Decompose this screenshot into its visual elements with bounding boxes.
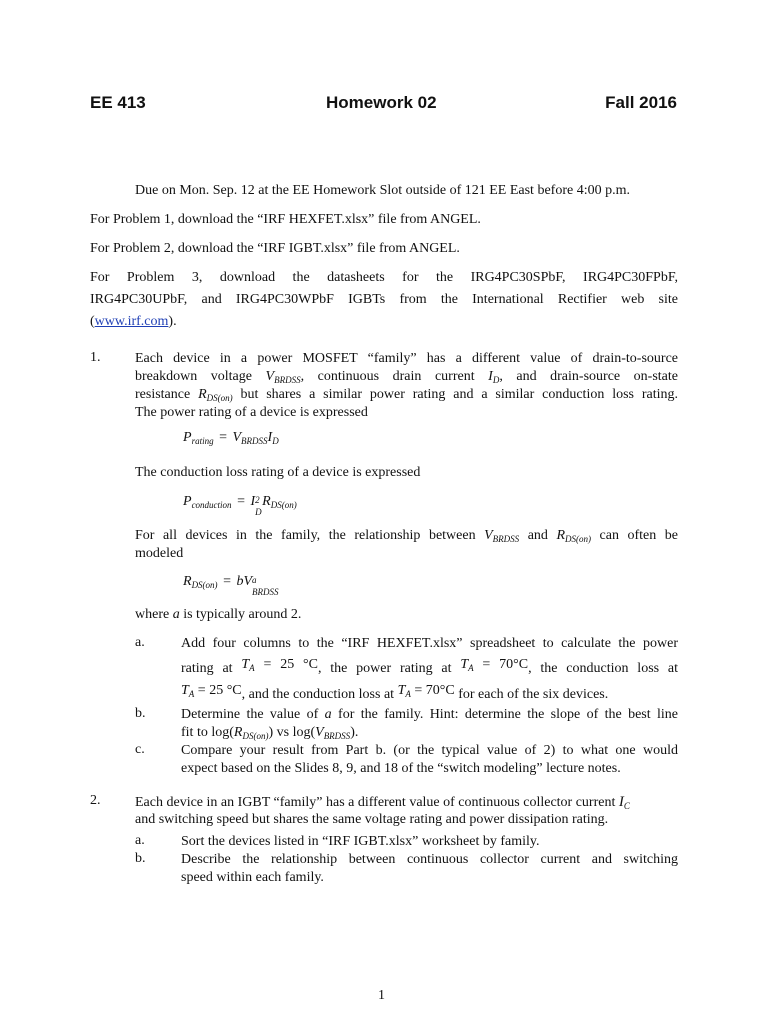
- text-fragment: is typically around 2.: [179, 607, 302, 622]
- conduction-loss-text: The conduction loss rating of a device is expressed: [135, 465, 421, 480]
- power-rating-equation: [183, 430, 279, 446]
- eq-subscript: D: [272, 436, 279, 446]
- eq-subscript: BRDSS: [252, 587, 279, 597]
- var-i: I: [488, 369, 493, 384]
- part-b-line-2: [181, 724, 678, 742]
- text-fragment: For all devices in the family, the relationship between: [135, 528, 485, 543]
- eq-superscript: 2: [255, 495, 260, 505]
- problem2-part-b-line-2: speed within each family.: [181, 870, 324, 885]
- part-a-line-3: [181, 683, 678, 704]
- problem1-download-line: For Problem 1, download the “IRF HEXFET.xlsx” file from ANGEL.: [90, 212, 481, 227]
- eq-symbol: V: [232, 430, 242, 445]
- text-fragment: but shares a similar power rating and a similar conduction loss rating.: [232, 387, 678, 402]
- relationship-line-2: modeled: [135, 546, 184, 561]
- eq-symbol: P: [183, 494, 192, 509]
- part-c-line-2: expect based on the Slides 8, 9, and 18 of the “switch modeling” lecture notes.: [181, 761, 621, 776]
- eq-subscript: conduction: [191, 500, 232, 510]
- var-i: I: [618, 794, 624, 810]
- eq-operator: =: [254, 657, 281, 672]
- text-fragment: ) vs log(: [268, 725, 316, 740]
- sub-ds-on: DS(on): [242, 731, 269, 741]
- eq-superscript: a: [252, 575, 257, 585]
- problem2-line-2: and switching speed but shares the same voltage rating and power dissipation rating.: [135, 812, 609, 827]
- relationship-line-1: [135, 527, 678, 545]
- sub-brdss: BRDSS: [274, 375, 301, 385]
- text-fragment: breakdown voltage: [135, 369, 266, 384]
- eq-symbol: T: [397, 683, 406, 698]
- course-number: EE 413: [90, 93, 146, 112]
- eq-subscript: DS(on): [191, 580, 218, 590]
- var-v: V: [265, 369, 275, 384]
- eq-symbol: T: [181, 683, 189, 698]
- problem1-line-2: [135, 368, 678, 386]
- text-fragment: ).: [350, 725, 359, 740]
- part-b-label: b.: [135, 706, 146, 721]
- eq-subscript: A: [188, 689, 195, 699]
- eq-symbol: R: [183, 574, 192, 589]
- text-fragment: for the family. Hint: determine the slope of the best line: [331, 707, 679, 722]
- eq-symbol: T: [460, 657, 469, 672]
- part-a-line-1: Add four columns to the “IRF HEXFET.xlsx” spreadsheet to calculate the power: [181, 636, 678, 651]
- page-number: 1: [378, 988, 385, 1003]
- text-fragment: , and the conduction loss at: [241, 687, 398, 702]
- text-fragment: resistance: [135, 387, 199, 402]
- part-c-label: c.: [135, 742, 145, 757]
- eq-operator: =: [473, 657, 500, 672]
- problem2-part-a-label: a.: [135, 833, 145, 848]
- temp-value: 70°C: [425, 683, 455, 698]
- part-a-line-2: [181, 657, 679, 678]
- problem3-line-3: [90, 313, 678, 331]
- temp-value: 70°C: [499, 657, 529, 672]
- term: Fall 2016: [605, 93, 677, 112]
- text-fragment: , the conduction loss at: [528, 661, 679, 676]
- eq-operator: =: [410, 683, 426, 698]
- problem2-part-b-label: b.: [135, 851, 146, 866]
- sub-brdss: BRDSS: [492, 534, 520, 544]
- var-v: V: [315, 725, 324, 740]
- ta-70c: [460, 657, 528, 672]
- text-fragment: fit to log(: [181, 725, 234, 740]
- paren-close: ).: [168, 314, 177, 329]
- var-r: R: [198, 387, 207, 402]
- temp-value: 25 °C: [280, 657, 318, 672]
- ta-70c: [398, 683, 455, 698]
- text-fragment: and: [519, 528, 557, 543]
- sub-ds-on: DS(on): [565, 534, 591, 544]
- text-fragment: can often be: [591, 528, 678, 543]
- problem1-line-1: Each device in a power MOSFET “family” has a different value of drain-to-source: [135, 351, 678, 366]
- irf-website-link[interactable]: www.irf.com: [94, 314, 169, 329]
- eq-symbol: bV: [236, 574, 253, 589]
- eq-subscript: rating: [191, 436, 214, 446]
- problem1-line-3: [135, 386, 678, 404]
- problem3-line-1: For Problem 3, download the datasheets for the IRG4PC30SPbF, IRG4PC30FPbF,: [90, 270, 678, 285]
- part-c-line-1: Compare your result from Part b. (or the typical value of 2) to what one would: [181, 743, 678, 758]
- text-fragment: where: [135, 607, 173, 622]
- text-fragment: , and drain-source on-state: [499, 369, 678, 384]
- eq-subscript: D: [255, 507, 262, 517]
- ta-25c: [241, 657, 318, 672]
- eq-subscript: A: [249, 663, 255, 673]
- eq-symbol: P: [183, 430, 192, 445]
- sub-d: D: [492, 375, 500, 385]
- due-line: Due on Mon. Sep. 12 at the EE Homework Slot outside of 121 EE East before 4:00 p.m.: [135, 183, 630, 198]
- eq-operator: =: [233, 494, 249, 509]
- eq-symbol: T: [241, 657, 250, 672]
- problem3-line-2: IRG4PC30UPbF, and IRG4PC30WPbF IGBTs from the International Rectifier web site: [90, 292, 678, 307]
- rds-model-equation: [183, 574, 286, 597]
- var-v: V: [484, 528, 493, 543]
- eq-operator: =: [194, 683, 210, 698]
- eq-subscript: A: [405, 689, 411, 699]
- where-a-line: [135, 606, 678, 624]
- paren-open: (: [90, 314, 95, 329]
- problem2-line-1: [135, 793, 678, 812]
- problem2-number: 2.: [90, 793, 101, 808]
- part-a-label: a.: [135, 635, 145, 650]
- conduction-loss-equation: [183, 494, 297, 517]
- problem1-line-4: The power rating of a device is expressed: [135, 405, 368, 420]
- var-r: R: [233, 725, 243, 740]
- eq-symbol: I: [250, 494, 256, 509]
- eq-operator: =: [215, 430, 231, 445]
- sub-c: C: [623, 801, 630, 811]
- text-fragment: rating at: [181, 661, 242, 676]
- var-r: R: [556, 528, 565, 543]
- problem1-number: 1.: [90, 350, 101, 365]
- eq-subscript: DS(on): [270, 500, 297, 510]
- sub-brdss: BRDSS: [323, 731, 351, 741]
- eq-subscript: A: [468, 663, 474, 673]
- text-fragment: for each of the six devices.: [454, 687, 609, 702]
- problem2-download-line: For Problem 2, download the “IRF IGBT.xlsx” file from ANGEL.: [90, 241, 460, 256]
- text-fragment: , continuous drain current: [300, 369, 489, 384]
- problem2-part-a-text: Sort the devices listed in “IRF IGBT.xlsx” worksheet by family.: [181, 834, 540, 849]
- ta-25c: [181, 683, 242, 698]
- eq-operator: =: [219, 574, 235, 589]
- text-fragment: , the power rating at: [317, 661, 461, 676]
- part-b-line-1: [181, 706, 678, 724]
- text-fragment: Each device in an IGBT “family” has a different value of continuous collector current: [135, 795, 619, 810]
- temp-value: 25 °C: [209, 683, 242, 698]
- eq-subscript: BRDSS: [241, 436, 268, 446]
- var-a: a: [172, 607, 180, 622]
- var-a: a: [324, 707, 332, 722]
- eq-symbol: I: [267, 430, 273, 445]
- problem2-part-b-line-1: Describe the relationship between continuous collector current and switching: [181, 852, 678, 867]
- eq-symbol: R: [262, 494, 271, 509]
- sub-ds-on: DS(on): [206, 393, 233, 403]
- homework-title: Homework 02: [326, 93, 437, 112]
- text-fragment: Determine the value of: [181, 707, 325, 722]
